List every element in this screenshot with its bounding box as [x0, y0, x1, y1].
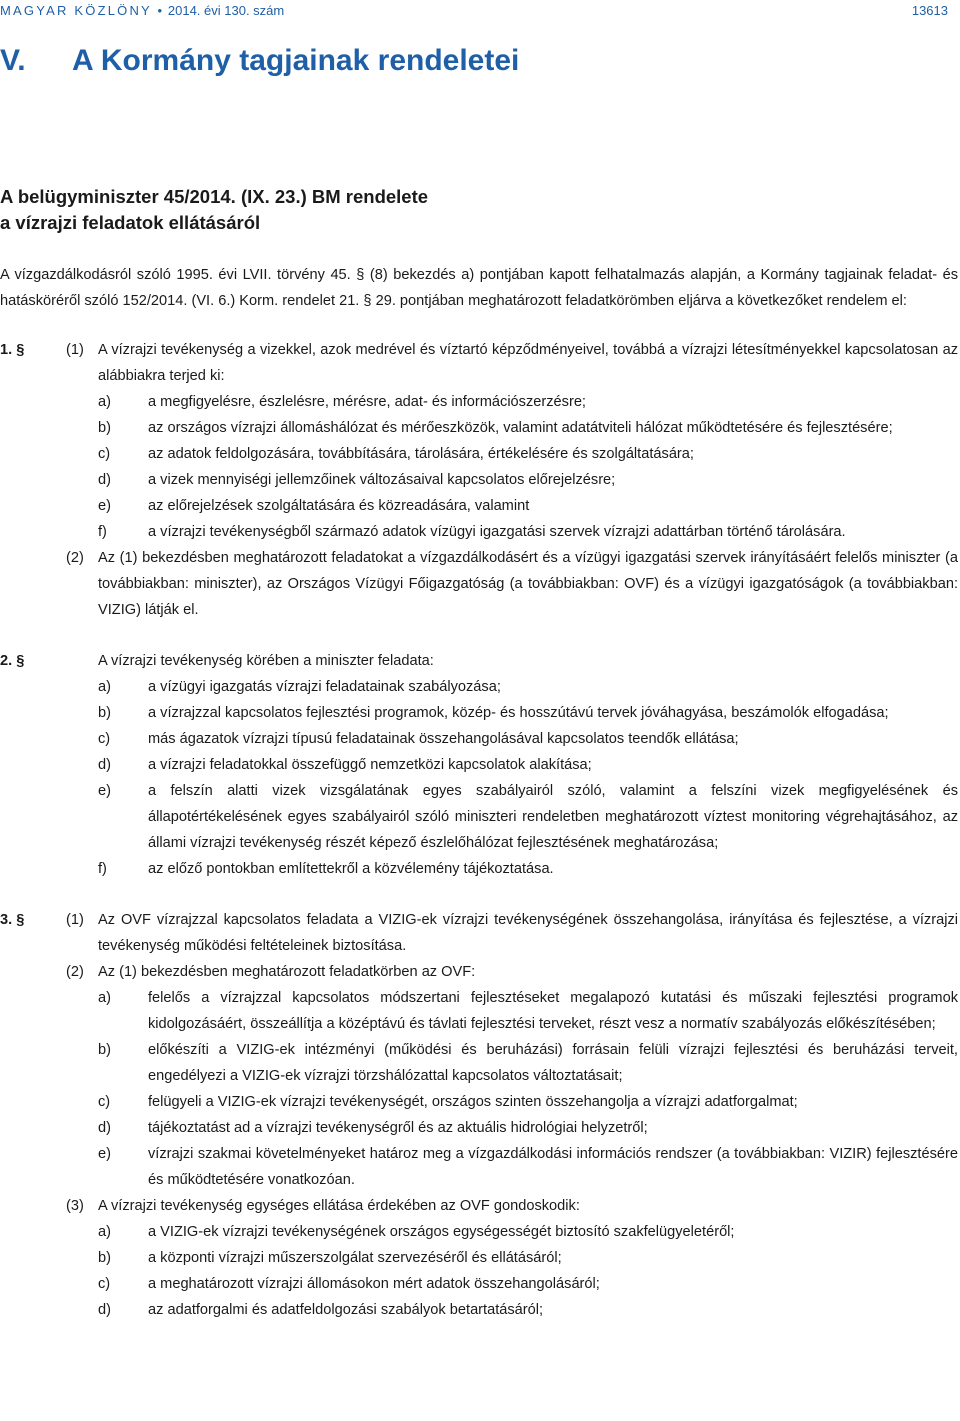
- paragraph-number: (1): [66, 912, 84, 928]
- section-paragraph: [66, 545, 958, 623]
- list-item: [98, 1271, 958, 1297]
- section-paragraph: [0, 337, 958, 389]
- paragraph-number: (2): [66, 550, 84, 566]
- paragraph-number: (2): [66, 964, 84, 980]
- list-item: [98, 1115, 958, 1141]
- list-item: [98, 1089, 958, 1115]
- section-number: 3. §: [0, 912, 25, 928]
- preamble: A vízgazdálkodásról szóló 1995. évi LVII. törvény 45. § (8) bekezdés a) pontjában kapott felhatalmazás alapján, a Kormány tagjainak feladat- és hatásköréről szóló 152/2014. (VI. 6.) Korm. rendelet 21. § 29. pontjában meghatározott feladatkörömben eljárva a következőket rendelem el:: [0, 267, 958, 309]
- item-letter: b): [98, 420, 111, 436]
- paragraph-text: A vízrajzi tevékenység a vizekkel, azok medrével és víztartó képződményeivel, továbbá a vízrajzi létesítményekkel kapcsolatosan az alábbiakra terjed ki:: [98, 342, 958, 384]
- paragraph-text: Az OVF vízrajzzal kapcsolatos feladata a VIZIG-ek vízrajzi tevékenységének összehangolása, irányítása és fejlesztése, a vízrajzi tevékenység működési feltételeinek biztosítása.: [98, 912, 958, 954]
- section-paragraph: [66, 959, 958, 985]
- list-item: [98, 856, 958, 882]
- item-text: az adatok feldolgozására, továbbítására, tárolására, értékelésére és szolgáltatására;: [148, 446, 694, 462]
- section-heading: [0, 44, 519, 78]
- item-letter: e): [98, 498, 111, 514]
- list-item: [98, 726, 958, 752]
- item-letter: d): [98, 1302, 111, 1318]
- item-text: más ágazatok vízrajzi típusú feladatainak összehangolásával kapcsolatos teendők ellátása;: [148, 731, 739, 747]
- item-letter: c): [98, 1276, 111, 1292]
- item-letter: c): [98, 731, 111, 747]
- list-item: [98, 700, 958, 726]
- item-letter: d): [98, 757, 111, 773]
- list-item: [98, 778, 958, 856]
- paragraph-text: Az (1) bekezdésben meghatározott feladatokat a vízgazdálkodásért és a vízügyi igazgatási szervek irányításáért felelős miniszter (a továbbiakban: miniszter), az Országos Vízügyi Főigazgatóság (a továbbiakban: OVF) és a vízügyi igazgatóságok (a továbbiakban: VIZIG) látják el.: [98, 550, 958, 618]
- item-text: a VIZIG-ek vízrajzi tevékenységének országos egységességét biztosító szakfelügyeletéről;: [148, 1224, 735, 1240]
- list-item: [98, 1297, 958, 1323]
- item-letter: a): [98, 990, 111, 1006]
- page-number: 13613: [911, 3, 948, 18]
- paragraph-text: A vízrajzi tevékenység körében a miniszter feladata:: [98, 653, 434, 669]
- item-letter: b): [98, 705, 111, 721]
- journal-name: MAGYAR KÖZLÖNY: [0, 3, 152, 18]
- item-text: az előző pontokban említettekről a közvélemény tájékoztatása.: [148, 861, 554, 877]
- list-item: [98, 467, 958, 493]
- item-text: az országos vízrajzi állomáshálózat és mérőeszközök, valamint adatátviteli hálózat működtetésére és fejlesztésére;: [148, 420, 893, 436]
- issue-info: 2014. évi 130. szám: [167, 3, 285, 18]
- item-letter: e): [98, 1146, 111, 1162]
- decree-title: [0, 184, 428, 236]
- list-item: [98, 1219, 958, 1245]
- item-letter: b): [98, 1250, 111, 1266]
- item-letter: c): [98, 1094, 111, 1110]
- paragraph-text: A vízrajzi tevékenység egységes ellátása érdekében az OVF gondoskodik:: [98, 1198, 580, 1214]
- item-letter: d): [98, 1120, 111, 1136]
- item-text: felelős a vízrajzzal kapcsolatos módszertani fejlesztéseket megalapozó kutatási és műszaki fejlesztési programok kidolgozásáért, összeállítja a középtávú és távlati fejlesztési terveket, részt vesz a normatív szabályozás előkészítésében;: [148, 990, 958, 1032]
- item-text: felügyeli a VIZIG-ek vízrajzi tevékenységét, országos szinten összehangolja a vízrajzi adatforgalmat;: [148, 1094, 798, 1110]
- page-header: [0, 3, 960, 23]
- item-letter: c): [98, 446, 111, 462]
- item-text: a meghatározott vízrajzi állomásokon mért adatok összehangolásáról;: [148, 1276, 600, 1292]
- list-item: [98, 415, 958, 441]
- journal-header: [0, 3, 284, 18]
- decree-body: [0, 262, 958, 1323]
- item-text: az adatforgalmi és adatfeldolgozási szabályok betartatásáról;: [148, 1302, 544, 1318]
- item-text: tájékoztatást ad a vízrajzi tevékenységről és az aktuális hidrológiai helyzetről;: [148, 1120, 648, 1136]
- list-item: [98, 519, 958, 545]
- section-heading-number: V.: [0, 44, 26, 77]
- section-heading-title: A Kormány tagjainak rendeletei: [72, 44, 520, 77]
- decree-title-line2: a vízrajzi feladatok ellátásáról: [0, 212, 261, 233]
- item-text: a vizek mennyiségi jellemzőinek változásaival kapcsolatos előrejelzésre;: [148, 472, 616, 488]
- section-paragraph: [66, 1193, 958, 1219]
- list-item: [98, 1141, 958, 1193]
- item-letter: d): [98, 472, 111, 488]
- section-paragraph: [0, 648, 958, 674]
- list-item: [98, 389, 958, 415]
- item-text: a vízrajzi feladatokkal összefüggő nemzetközi kapcsolatok alakítása;: [148, 757, 592, 773]
- item-text: a vízrajzzal kapcsolatos fejlesztési programok, közép- és hosszútávú tervek jóváhagyása, beszámolók elfogadása;: [148, 705, 889, 721]
- item-text: a vízügyi igazgatás vízrajzi feladatainak szabályozása;: [148, 679, 501, 695]
- paragraph-text: Az (1) bekezdésben meghatározott feladatkörben az OVF:: [98, 964, 476, 980]
- item-letter: b): [98, 1042, 111, 1058]
- list-item: [98, 985, 958, 1037]
- item-text: vízrajzi szakmai követelményeket határoz meg a vízgazdálkodási információs rendszer (a továbbiakban: VIZIR) fejlesztésére és működtetésére vonatkozóan.: [148, 1146, 958, 1188]
- list-item: [98, 674, 958, 700]
- item-text: a központi vízrajzi műszerszolgálat szervezéséről és ellátásáról;: [148, 1250, 562, 1266]
- list-item: [98, 493, 958, 519]
- decree-title-line1: A belügyminiszter 45/2014. (IX. 23.) BM rendelete: [0, 186, 429, 207]
- list-item: [98, 441, 958, 467]
- section-number: 1. §: [0, 342, 25, 358]
- item-letter: a): [98, 679, 111, 695]
- bullet-separator: •: [157, 3, 163, 18]
- item-text: a vízrajzi tevékenységből származó adatok vízügyi igazgatási szervek vízrajzi adattárban történő tárolására.: [148, 524, 846, 540]
- paragraph-number: (1): [66, 342, 84, 358]
- item-text: a felszín alatti vizek vizsgálatának egyes szabályairól szóló, valamint a felszíni vizek megfigyelésének és állapotértékelésének egyes szabályairól szóló miniszteri rendeletben meghatározott víztest monitoring végrehajtásához, az állami vízrajzi tevékenység részét képező észlelőhálózat fejlesztésének meghatározása;: [148, 783, 958, 851]
- item-text: előkészíti a VIZIG-ek intézményi (működési és beruházási) forrásain felüli vízrajzi fejlesztési és beruházási terveit, engedélyezi a VIZIG-ek vízrajzi törzshálózattal kapcsolatos változtatásait;: [148, 1042, 958, 1084]
- list-item: [98, 1037, 958, 1089]
- item-letter: e): [98, 783, 111, 799]
- section-paragraph: [0, 907, 958, 959]
- paragraph-number: (3): [66, 1198, 84, 1214]
- section-number: 2. §: [0, 653, 25, 669]
- item-letter: f): [98, 861, 107, 877]
- list-item: [98, 752, 958, 778]
- item-text: a megfigyelésre, észlelésre, mérésre, adat- és információszerzésre;: [148, 394, 586, 410]
- list-item: [98, 1245, 958, 1271]
- item-letter: a): [98, 394, 111, 410]
- item-letter: a): [98, 1224, 111, 1240]
- item-letter: f): [98, 524, 107, 540]
- item-text: az előrejelzések szolgáltatására és közreadására, valamint: [148, 498, 530, 514]
